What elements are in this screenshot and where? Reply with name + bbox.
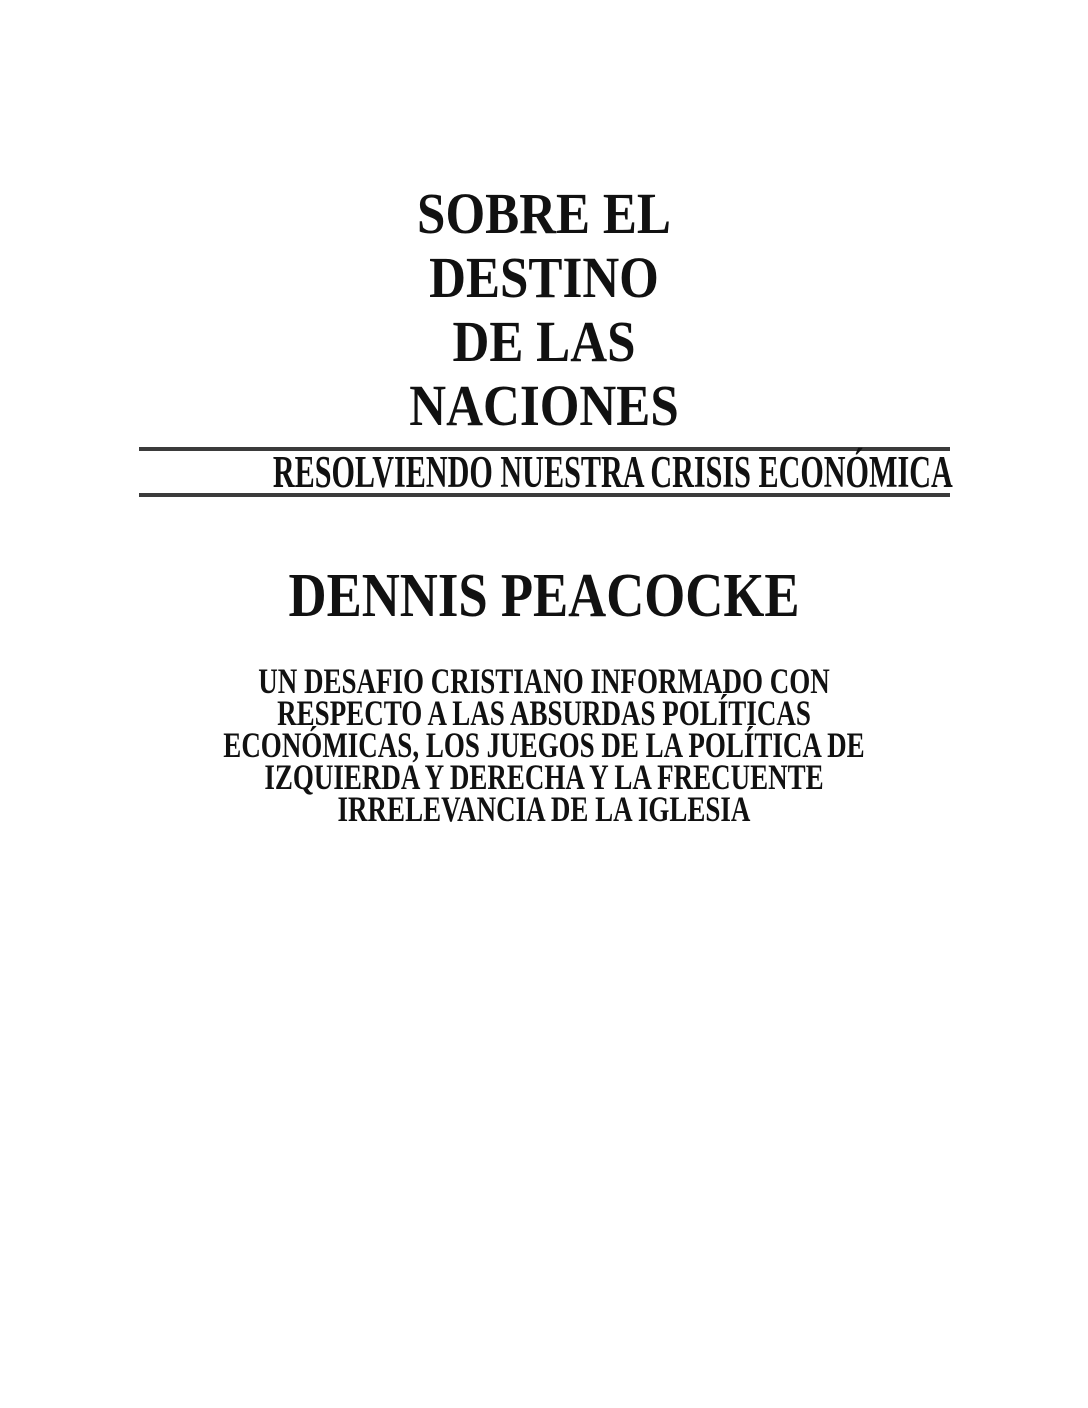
tagline xyxy=(0,661,1088,829)
tagline-line-2: RESPECTO A LAS ABSURDAS POLÍTICAS xyxy=(277,693,811,733)
book-title-line-1: SOBRE EL xyxy=(417,181,671,246)
book-title-line-4: NACIONES xyxy=(409,373,679,438)
series-banner-text: RESOLVIENDO NUESTRA CRISIS ECONÓMICA xyxy=(272,447,953,497)
book-title xyxy=(0,182,1088,438)
tagline-line-1: UN DESAFIO CRISTIANO INFORMADO CON xyxy=(258,661,830,701)
tagline-line-3: ECONÓMICAS, LOS JUEGOS DE LA POLÍTICA DE xyxy=(223,725,865,765)
author-name xyxy=(0,563,1088,629)
book-title-line-3: DE LAS xyxy=(452,309,636,374)
tagline-line-5: IRRELEVANCIA DE LA IGLESIA xyxy=(337,789,751,829)
author-name-text: DENNIS PEACOCKE xyxy=(288,562,800,630)
series-banner xyxy=(139,447,953,497)
book-title-line-2: DESTINO xyxy=(429,245,659,310)
tagline-line-4: IZQUIERDA Y DERECHA Y LA FRECUENTE xyxy=(264,757,824,797)
